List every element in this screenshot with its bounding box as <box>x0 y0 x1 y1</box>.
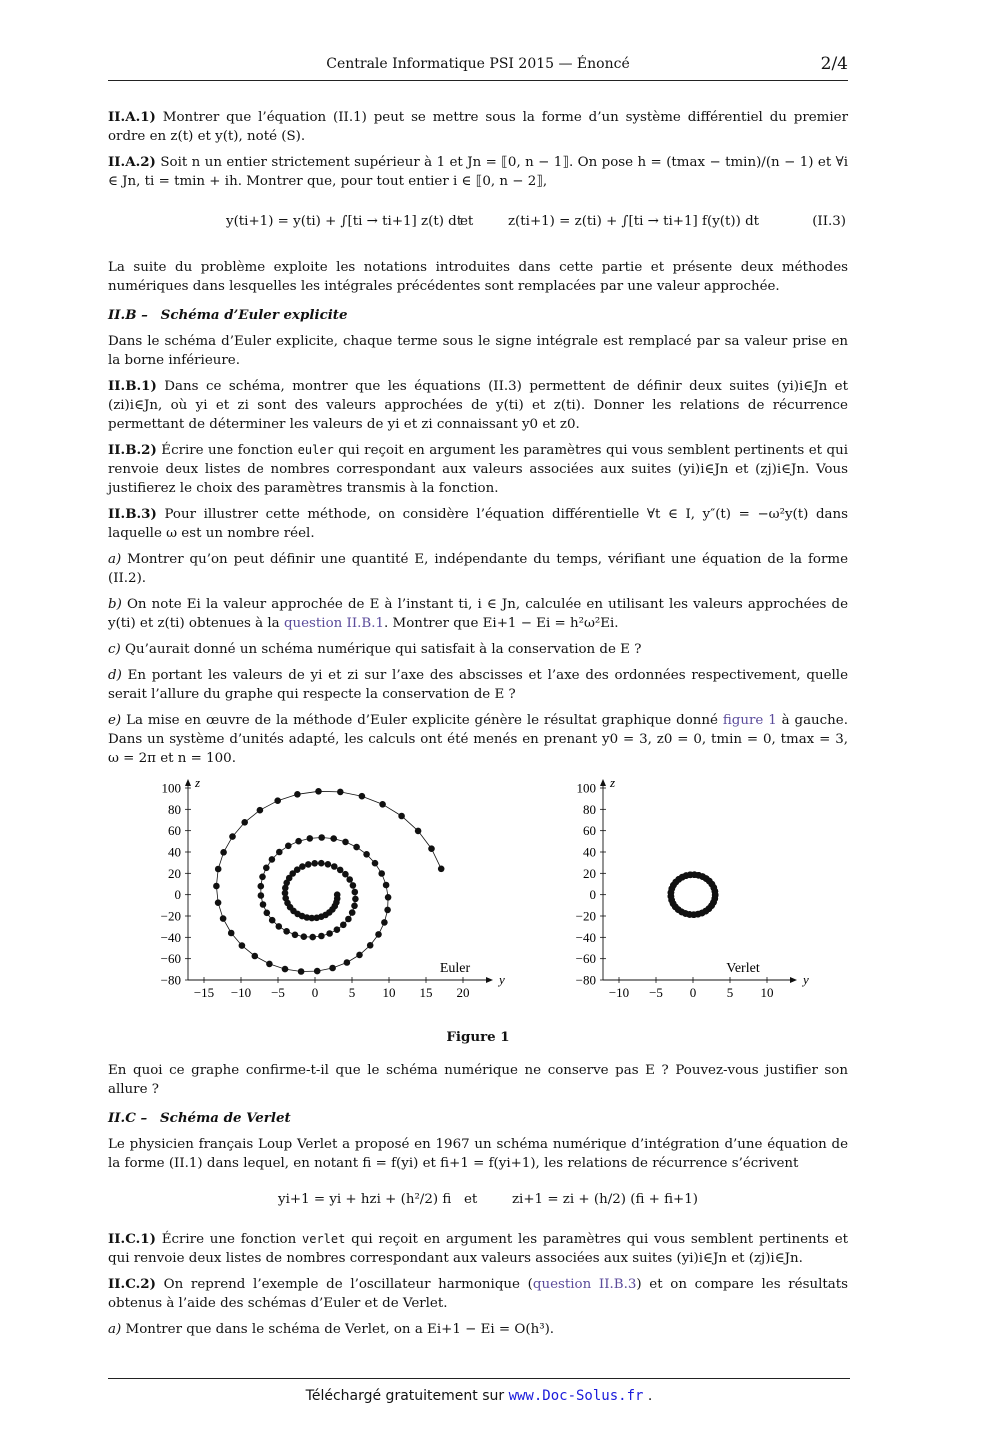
data-point <box>325 861 332 868</box>
x-axis-label: y <box>499 972 505 987</box>
data-point <box>438 866 445 873</box>
subquestion-label: a) <box>108 552 122 567</box>
section-heading-II-C <box>108 1109 848 1128</box>
data-point <box>326 930 333 937</box>
question-label: II.A.2) <box>108 154 156 170</box>
question-label: II.C.1) <box>108 1231 156 1247</box>
data-point <box>356 952 363 959</box>
equation-right: z(ti+1) = z(ti) + ∫[ti → ti+1] f(y(t)) dt <box>508 214 760 229</box>
data-point <box>263 865 270 872</box>
subquestion-a <box>108 1320 848 1339</box>
subquestion-label: e) <box>108 713 122 728</box>
data-point <box>367 942 374 949</box>
data-point <box>342 839 349 846</box>
question-text: On reprend l’exemple de l’oscillateur harmonique ( <box>163 1277 533 1292</box>
data-point <box>260 901 267 908</box>
data-point <box>213 883 220 890</box>
code-euler: euler <box>297 443 334 457</box>
y-tick-label: 60 <box>583 823 596 839</box>
subquestion-text: En portant les valeurs de yi et zi sur l’axe des abscisses et l’axe des ordonnées respectivement, quelle serait l’allure du graphe qui respecte la conservation de E ? <box>108 668 848 702</box>
section-label: II.B – <box>108 307 148 323</box>
data-point <box>352 896 359 903</box>
x-tick-label: −15 <box>193 985 215 1000</box>
data-point <box>215 899 222 906</box>
subquestion-text: On note Ei la valeur approchée de E à l’instant ti, i ∈ Jn, calculée en utilisant les valeurs approchées de y(ti) et z(ti) obtenues à la <box>108 597 848 631</box>
data-point <box>239 942 246 949</box>
y-tick-label: 100 <box>161 780 181 796</box>
series-points <box>668 871 719 918</box>
figure-1 <box>108 776 848 1024</box>
data-point <box>318 860 325 867</box>
data-point <box>415 828 422 835</box>
question-text: Montrer que l’équation (II.1) peut se mettre sous la forme d’un système différentiel du premier ordre en z(t) et y(t), noté (S). <box>108 110 848 144</box>
data-point <box>276 849 283 856</box>
data-point <box>257 807 264 814</box>
x-tick-label: 0 <box>311 985 319 1000</box>
section-title: Schéma de Verlet <box>160 1110 291 1126</box>
question-text: Dans ce schéma, montrer que les équations (II.3) permettent de définir deux suites (yi)i∈Jn et (zi)i∈Jn, où yi et zi sont des valeurs approchées de y(ti) et z(ti). Donner les relations de récurrence permettant de déterminer les valeurs de yi et zi connaissant y0 et z0. <box>108 379 848 432</box>
page-footer <box>108 1378 850 1404</box>
subquestion-d <box>108 666 848 704</box>
paragraph: Le physicien français Loup Verlet a proposé en 1967 un schéma numérique d’intégration d’une équation de la forme (II.1) dans lequel, en notant fi = f(yi) et fi+1 = f(yi+1), les relations de récurrence s’écrivent <box>108 1137 848 1171</box>
x-tick-label: 20 <box>456 985 470 1000</box>
data-point <box>384 907 391 914</box>
subquestion-label: c) <box>108 642 121 657</box>
y-tick-label: 20 <box>168 865 181 881</box>
x-tick-label: 5 <box>726 985 734 1000</box>
data-point <box>363 851 370 858</box>
subquestion-label: d) <box>108 668 122 683</box>
subquestion-e <box>108 711 848 768</box>
y-tick-label: 0 <box>589 887 596 903</box>
data-point <box>298 968 305 975</box>
series-line <box>216 791 441 971</box>
question-label: II.C.2) <box>108 1276 156 1292</box>
data-point <box>712 892 719 899</box>
data-point <box>379 801 386 808</box>
question-label: II.B.1) <box>108 378 157 394</box>
y-axis-arrow <box>600 779 606 786</box>
data-point <box>301 933 308 940</box>
y-tick-label: 40 <box>583 844 596 860</box>
data-point <box>258 892 265 899</box>
link-question-II-B-3[interactable]: question II.B.3 <box>532 1277 637 1292</box>
x-tick-label: 10 <box>382 985 396 1000</box>
data-point <box>381 919 388 926</box>
link-question-II-B-1[interactable]: question II.B.1 <box>283 616 384 631</box>
equation-number: (II.3) <box>812 214 846 229</box>
data-point <box>383 882 390 889</box>
y-tick-label: −40 <box>160 929 181 945</box>
question-II-C-2 <box>108 1275 848 1313</box>
x-tick-label: −5 <box>649 985 663 1000</box>
paragraph: La suite du problème exploite les notations introduites dans cette partie et présente deux méthodes numériques dans lesquelles les intégrales précédentes sont remplacées par une valeur approchée. <box>108 260 848 294</box>
y-tick-label: −80 <box>575 972 596 988</box>
data-point <box>385 894 392 901</box>
section-heading-II-B <box>108 306 848 325</box>
question-text: Écrire une fonction <box>161 443 294 458</box>
y-axis-label: z <box>195 776 201 790</box>
footer-suffix: . <box>647 1388 653 1404</box>
footer-text <box>108 1388 850 1404</box>
data-point <box>276 923 283 930</box>
question-text: Écrire une fonction <box>161 1232 297 1247</box>
data-point <box>264 910 271 917</box>
chart-euler <box>148 776 538 1024</box>
data-point <box>353 844 360 851</box>
y-tick-label: −20 <box>575 908 596 924</box>
data-point <box>258 883 265 890</box>
equation-II-3 <box>108 198 848 248</box>
data-point <box>346 876 353 883</box>
page-content <box>108 108 848 1346</box>
data-point <box>215 866 222 873</box>
question-II-B-1 <box>108 377 848 434</box>
data-point <box>344 959 351 966</box>
data-point <box>428 845 435 852</box>
equation-and: et <box>464 1192 478 1207</box>
data-point <box>318 834 325 841</box>
subquestion-label: b) <box>108 597 122 612</box>
x-tick-label: 0 <box>689 985 697 1000</box>
data-point <box>299 863 306 870</box>
y-tick-label: −60 <box>160 951 181 967</box>
code-verlet: verlet <box>302 1232 346 1246</box>
equation-left: y(ti+1) = y(ti) + ∫[ti → ti+1] z(t) dt <box>226 214 463 229</box>
data-point <box>283 928 290 935</box>
question-text: qui reçoit en argument les paramètres qui vous semblent pertinents et qui renvoie deux listes de nombres correspondant aux valeurs associées aux suites (yi)i∈Jn et (zj)i∈Jn. <box>108 1232 849 1266</box>
data-point <box>340 922 347 929</box>
data-point <box>285 843 292 850</box>
data-point <box>274 797 281 804</box>
footer-prefix: Téléchargé gratuitement sur <box>305 1388 505 1404</box>
y-axis-label: z <box>610 776 616 790</box>
question-label: II.B.2) <box>108 442 157 458</box>
equation-and: et <box>460 214 474 229</box>
x-tick-label: 15 <box>419 985 433 1000</box>
header-title: Centrale Informatique PSI 2015 — Énoncé <box>326 56 630 72</box>
subquestion-text: . Montrer que Ei+1 − Ei = h²ω²Ei. <box>384 616 619 631</box>
x-axis-arrow <box>790 977 797 983</box>
legend-label: Euler <box>439 961 471 976</box>
data-point <box>229 833 236 840</box>
data-point <box>292 932 299 939</box>
y-tick-label: 40 <box>168 844 181 860</box>
data-point <box>309 934 316 941</box>
section-title: Schéma d’Euler explicite <box>160 307 348 323</box>
data-point <box>305 861 312 868</box>
data-point <box>252 953 259 960</box>
section-label: II.C – <box>108 1110 148 1126</box>
data-point <box>350 882 357 889</box>
question-text: ) et on compare les résultats obtenus à l’aide des schémas d’Euler et de Verlet. <box>108 1277 848 1311</box>
y-tick-label: −20 <box>160 908 181 924</box>
data-point <box>378 870 385 877</box>
question-text: Pour illustrer cette méthode, on considère l’équation différentielle ∀t ∈ I, y″(t) = −ω²y(t) dans laquelle ω est un nombre réel. <box>108 507 848 541</box>
data-point <box>342 871 349 878</box>
x-tick-label: 10 <box>760 985 774 1000</box>
chart-verlet <box>563 776 863 1024</box>
data-point <box>329 965 336 972</box>
question-II-B-3 <box>108 505 848 543</box>
y-tick-label: −60 <box>575 951 596 967</box>
data-point <box>351 903 358 910</box>
page-number: 2/4 <box>820 54 848 74</box>
subquestion-b <box>108 595 848 633</box>
data-point <box>228 930 235 937</box>
subquestion-label: a) <box>108 1322 122 1337</box>
y-tick-label: 0 <box>174 887 181 903</box>
data-point <box>359 793 366 800</box>
y-tick-label: −40 <box>575 929 596 945</box>
question-II-B-2 <box>108 441 848 498</box>
question-II-A-2 <box>108 153 848 191</box>
data-point <box>334 926 341 933</box>
subquestion-a <box>108 550 848 588</box>
subquestion-c <box>108 640 848 659</box>
equation-left: yi+1 = yi + hzi + (h²/2) fi <box>278 1192 452 1207</box>
data-point <box>266 961 273 968</box>
data-point <box>315 788 322 795</box>
x-axis-label: y <box>803 972 809 987</box>
y-tick-label: −80 <box>160 972 181 988</box>
y-tick-label: 60 <box>168 823 181 839</box>
data-point <box>282 966 289 973</box>
data-point <box>372 860 379 867</box>
data-point <box>241 819 248 826</box>
data-point <box>345 916 352 923</box>
x-tick-label: −10 <box>608 985 630 1000</box>
question-II-A-1 <box>108 108 848 146</box>
question-label: II.B.3) <box>108 506 157 522</box>
equation-verlet <box>108 1180 848 1220</box>
figure-caption: Figure 1 <box>446 1029 510 1045</box>
data-point <box>294 791 301 798</box>
question-text: qui reçoit en argument les paramètres qui vous semblent pertinents et qui renvoie deux listes de nombres correspondant aux valeurs associées aux suites (yi)i∈Jn et (zj)i∈Jn. Vous justifierez le choix des paramètres transmis à la fonction. <box>108 443 848 496</box>
legend-label: Verlet <box>726 961 760 976</box>
y-tick-label: 80 <box>583 801 596 817</box>
subquestion-text: Montrer qu’on peut définir une quantité E, indépendante du temps, vérifiant une équation de la forme (II.2). <box>108 552 848 586</box>
data-point <box>352 889 359 896</box>
equation-right: zi+1 = zi + (h/2) (fi + fi+1) <box>512 1192 699 1207</box>
footer-link[interactable]: www.Doc-Solus.fr <box>508 1388 644 1404</box>
data-point <box>398 813 405 820</box>
data-point <box>375 931 382 938</box>
data-point <box>330 835 337 842</box>
data-point <box>337 789 344 796</box>
data-point <box>259 874 266 881</box>
data-point <box>269 856 276 863</box>
data-point <box>318 933 325 940</box>
data-point <box>269 917 276 924</box>
y-tick-label: 100 <box>576 780 596 796</box>
data-point <box>307 835 314 842</box>
data-point <box>220 915 227 922</box>
data-point <box>349 909 356 916</box>
data-point <box>220 849 227 856</box>
y-tick-label: 20 <box>583 865 596 881</box>
question-label: II.A.1) <box>108 109 156 125</box>
x-tick-label: −5 <box>271 985 285 1000</box>
data-point <box>295 838 302 845</box>
question-II-C-1 <box>108 1230 848 1268</box>
paragraph: Dans le schéma d’Euler explicite, chaque terme sous le signe intégrale est remplacé par sa valeur prise en la borne inférieure. <box>108 334 848 368</box>
y-tick-label: 80 <box>168 801 181 817</box>
subquestion-text: Qu’aurait donné un schéma numérique qui satisfait à la conservation de E ? <box>125 642 642 657</box>
subquestion-text: Montrer que dans le schéma de Verlet, on a Ei+1 − Ei = O(h³). <box>125 1322 555 1337</box>
x-axis-arrow <box>486 977 493 983</box>
subquestion-text: La mise en œuvre de la méthode d’Euler explicite génère le résultat graphique donné <box>126 713 718 728</box>
paragraph: En quoi ce graphe confirme-t-il que le schéma numérique ne conserve pas E ? Pouvez-vous justifier son allure ? <box>108 1063 848 1097</box>
x-tick-label: −10 <box>230 985 252 1000</box>
data-point <box>314 968 321 975</box>
series-points <box>213 788 444 975</box>
data-point <box>331 863 338 870</box>
y-axis-arrow <box>185 779 191 786</box>
link-figure-1[interactable]: figure 1 <box>722 713 777 728</box>
data-point <box>337 867 344 874</box>
question-text: Soit n un entier strictement supérieur à 1 et Jn = ⟦0, n − 1⟧. On pose h = (tmax − tmin)/(n − 1) et ∀i ∈ Jn, ti = tmin + ih. Montrer que, pour tout entier i ∈ ⟦0, n − 2⟧, <box>108 155 848 189</box>
x-tick-label: 5 <box>348 985 356 1000</box>
page-header <box>108 54 848 81</box>
data-point <box>311 860 318 867</box>
subquestion-text: à gauche. Dans un système d’unités adapté, les calculs ont été menés en prenant y0 = 3, z0 = 0, tmin = 0, tmax = 3, ω = 2π et n = 100. <box>108 713 848 766</box>
